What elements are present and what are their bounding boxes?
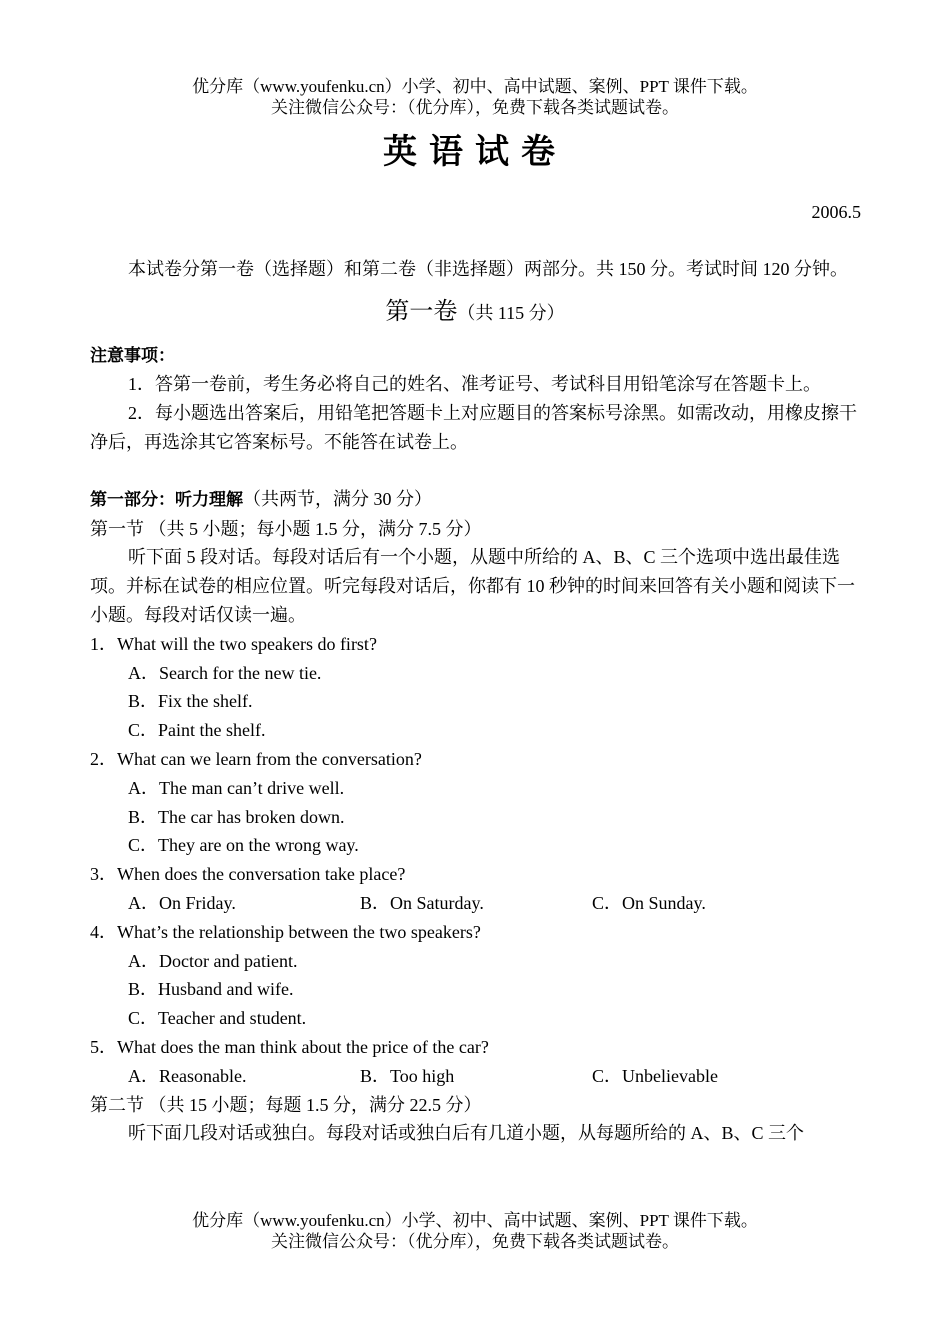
section2-heading: 第二节 （共 15 小题；每题 1.5 分，满分 22.5 分） — [90, 1094, 482, 1115]
part1-heading — [90, 485, 860, 515]
intro-paragraph: 本试卷分第一卷（选择题）和第二卷（非选择题）两部分。共 150 分。考试时间 120 分钟。 — [128, 259, 848, 279]
exam-title: 英语试卷 — [383, 132, 567, 172]
q4-option-b: B．Husband and wife. — [128, 979, 294, 1000]
q2-option-b: B．The car has broken down. — [128, 806, 345, 827]
q2-option-a: A．The man can’t drive well. — [128, 777, 345, 798]
section1-instructions: 听下面 5 段对话。每段对话后有一个小题，从题中所给的 A、B、C 三个选项中选出最佳选项。并标在试卷的相应位置。听完每段对话后，你都有 10 秒钟的时间来回答有关小题和阅读下一小题。每段对话仅读一遍。 — [90, 547, 855, 625]
q2-option-c: C．They are on the wrong way. — [128, 835, 359, 856]
footer-line-2: 关注微信公众号：（优分库），免费下载各类试题试卷。 — [271, 1232, 679, 1251]
question-4: 4．What’s the relationship between the two speakers? — [90, 921, 481, 942]
question-5: 5．What does the man think about the price of the car? — [90, 1036, 489, 1057]
volume-title — [90, 298, 860, 328]
question-1: 1．What will the two speakers do first? — [90, 633, 377, 654]
q5-option-a: A．Reasonable. — [128, 1065, 247, 1086]
volume-title-text: 第一卷 — [385, 298, 458, 325]
page-footer — [0, 1210, 950, 1252]
volume-title-note: （共 115 分） — [457, 302, 565, 323]
notice-item-2: 2．每小题选出答案后，用铅笔把答题卡上对应题目的答案标号涂黑。如需改动，用橡皮擦干净后，再选涂其它答案标号。不能答在试卷上。 — [90, 403, 857, 452]
notice-heading: 注意事项： — [90, 345, 175, 366]
q5-options — [90, 1062, 860, 1091]
page-header — [0, 76, 950, 118]
q5-option-c: C．Unbelievable — [592, 1065, 718, 1086]
header-line-1: 优分库（www.youfenku.cn）小学、初中、高中试题、案例、PPT 课件下载。 — [192, 77, 758, 96]
q3-option-c: C．On Sunday. — [592, 892, 706, 913]
section2-instructions: 听下面几段对话或独白。每段对话或独白后有几道小题，从每题所给的 A、B、C 三个 — [128, 1123, 805, 1144]
q1-option-c: C．Paint the shelf. — [128, 720, 266, 741]
part1-heading-note: （共两节，满分 30 分） — [243, 488, 432, 509]
part1-heading-text: 第一部分：听力理解 — [90, 489, 243, 510]
q3-option-a: A．On Friday. — [128, 892, 236, 913]
q3-option-b: B．On Saturday. — [360, 892, 484, 913]
q3-options — [90, 889, 860, 918]
exam-date: 2006.5 — [811, 202, 861, 222]
q5-option-b: B．Too high — [360, 1065, 455, 1086]
footer-line-1: 优分库（www.youfenku.cn）小学、初中、高中试题、案例、PPT 课件下载。 — [192, 1211, 758, 1230]
question-3: 3．When does the conversation take place? — [90, 864, 406, 885]
q1-option-b: B．Fix the shelf. — [128, 691, 253, 712]
q4-option-c: C．Teacher and student. — [128, 1008, 307, 1029]
section1-heading: 第一节 （共 5 小题；每小题 1.5 分，满分 7.5 分） — [90, 518, 482, 539]
question-2: 2．What can we learn from the conversation? — [90, 748, 422, 769]
q1-option-a: A．Search for the new tie. — [128, 662, 322, 683]
header-line-2: 关注微信公众号：（优分库），免费下载各类试题试卷。 — [271, 98, 679, 117]
exam-content — [90, 255, 860, 1148]
q4-option-a: A．Doctor and patient. — [128, 950, 298, 971]
notice-item-1: 1．答第一卷前，考生务必将自己的姓名、准考证号、考试科目用铅笔涂写在答题卡上。 — [128, 374, 821, 395]
